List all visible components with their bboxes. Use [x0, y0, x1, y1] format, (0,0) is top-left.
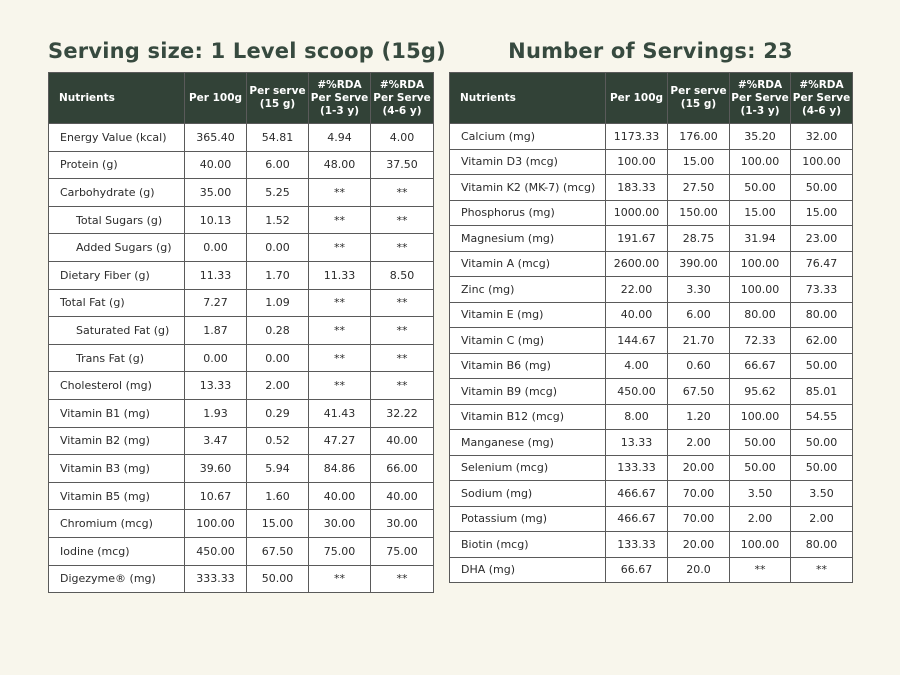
rda-4-6-cell: 4.00 — [371, 124, 434, 152]
per-100g-cell: 11.33 — [185, 261, 247, 289]
per-serve-cell: 20.0 — [668, 557, 730, 583]
rda-4-6-cell: 40.00 — [371, 427, 434, 455]
per-100g-cell: 7.27 — [185, 289, 247, 317]
per-serve-cell: 27.50 — [668, 175, 730, 201]
per-serve-cell: 3.30 — [668, 277, 730, 303]
nutrient-name-cell: Protein (g) — [49, 151, 185, 179]
table-row — [450, 328, 853, 354]
table-row — [450, 404, 853, 430]
table-row — [450, 532, 853, 558]
per-serve-cell: 1.20 — [668, 404, 730, 430]
per-100g-cell: 66.67 — [606, 557, 668, 583]
nutrient-name-cell: Energy Value (kcal) — [49, 124, 185, 152]
table-row — [49, 179, 434, 207]
rda-1-3-cell: 80.00 — [730, 302, 791, 328]
table-header-row — [450, 73, 853, 124]
per-serve-cell: 0.60 — [668, 353, 730, 379]
header-per-100g: Per 100g — [606, 73, 668, 124]
per-serve-cell: 176.00 — [668, 124, 730, 150]
servings-count-title: Number of Servings: 23 — [508, 39, 793, 63]
nutrient-name-cell: Chromium (mcg) — [49, 510, 185, 538]
table-row — [450, 200, 853, 226]
per-100g-cell: 10.67 — [185, 482, 247, 510]
rda-1-3-cell: 41.43 — [309, 399, 371, 427]
per-serve-cell: 1.09 — [247, 289, 309, 317]
rda-1-3-cell: 50.00 — [730, 175, 791, 201]
rda-4-6-cell: ** — [371, 317, 434, 345]
rda-1-3-cell: 100.00 — [730, 277, 791, 303]
per-serve-cell: 1.52 — [247, 206, 309, 234]
right-nutrition-panel — [449, 36, 852, 583]
table-row — [450, 149, 853, 175]
table-row — [450, 430, 853, 456]
rda-1-3-cell: ** — [309, 317, 371, 345]
rda-1-3-cell: 50.00 — [730, 430, 791, 456]
per-serve-cell: 1.60 — [247, 482, 309, 510]
nutrient-name-cell: Zinc (mg) — [450, 277, 606, 303]
table-body-right — [450, 124, 853, 583]
table-row — [450, 175, 853, 201]
table-row — [450, 124, 853, 150]
per-serve-cell: 0.00 — [247, 344, 309, 372]
nutrient-name-cell: Vitamin D3 (mcg) — [450, 149, 606, 175]
rda-1-3-cell: ** — [309, 565, 371, 593]
rda-4-6-cell: 100.00 — [791, 149, 853, 175]
table-row — [49, 124, 434, 152]
rda-4-6-cell: ** — [371, 344, 434, 372]
rda-1-3-cell: 3.50 — [730, 481, 791, 507]
nutrient-name-cell: Manganese (mg) — [450, 430, 606, 456]
per-100g-cell: 2600.00 — [606, 251, 668, 277]
rda-4-6-cell: 66.00 — [371, 455, 434, 483]
header-rda-4-6: #%RDA Per Serve (4-6 y) — [791, 73, 853, 124]
nutrient-name-cell: Cholesterol (mg) — [49, 372, 185, 400]
per-100g-cell: 1000.00 — [606, 200, 668, 226]
table-row — [450, 557, 853, 583]
rda-1-3-cell: ** — [309, 289, 371, 317]
rda-4-6-cell: 85.01 — [791, 379, 853, 405]
table-row — [49, 151, 434, 179]
per-100g-cell: 450.00 — [185, 537, 247, 565]
rda-1-3-cell: ** — [309, 344, 371, 372]
rda-4-6-cell: 54.55 — [791, 404, 853, 430]
rda-1-3-cell: 84.86 — [309, 455, 371, 483]
rda-4-6-cell: 50.00 — [791, 430, 853, 456]
per-100g-cell: 40.00 — [185, 151, 247, 179]
table-row — [49, 537, 434, 565]
nutrient-name-cell: Vitamin B9 (mcg) — [450, 379, 606, 405]
rda-1-3-cell: 66.67 — [730, 353, 791, 379]
rda-1-3-cell: ** — [309, 372, 371, 400]
per-100g-cell: 0.00 — [185, 234, 247, 262]
per-100g-cell: 191.67 — [606, 226, 668, 252]
nutrient-name-cell: Vitamin A (mcg) — [450, 251, 606, 277]
per-serve-cell: 70.00 — [668, 506, 730, 532]
per-serve-cell: 50.00 — [247, 565, 309, 593]
per-serve-cell: 15.00 — [247, 510, 309, 538]
header-per-serve: Per serve (15 g) — [247, 73, 309, 124]
per-100g-cell: 0.00 — [185, 344, 247, 372]
nutrient-name-cell: Vitamin E (mg) — [450, 302, 606, 328]
per-100g-cell: 35.00 — [185, 179, 247, 207]
table-row — [450, 353, 853, 379]
table-row — [450, 251, 853, 277]
per-100g-cell: 133.33 — [606, 455, 668, 481]
nutrient-name-cell: Vitamin K2 (MK-7) (mcg) — [450, 175, 606, 201]
nutrition-table-left — [48, 72, 434, 593]
table-row — [450, 379, 853, 405]
rda-1-3-cell: 75.00 — [309, 537, 371, 565]
nutrient-name-cell: Total Fat (g) — [49, 289, 185, 317]
rda-1-3-cell: 11.33 — [309, 261, 371, 289]
rda-1-3-cell: 95.62 — [730, 379, 791, 405]
table-body-left — [49, 124, 434, 593]
per-100g-cell: 333.33 — [185, 565, 247, 593]
rda-4-6-cell: ** — [371, 206, 434, 234]
per-serve-cell: 0.28 — [247, 317, 309, 345]
per-serve-cell: 1.70 — [247, 261, 309, 289]
rda-1-3-cell: 72.33 — [730, 328, 791, 354]
table-row — [49, 234, 434, 262]
nutrient-name-cell: Vitamin B12 (mcg) — [450, 404, 606, 430]
per-100g-cell: 4.00 — [606, 353, 668, 379]
rda-1-3-cell: 100.00 — [730, 149, 791, 175]
per-100g-cell: 183.33 — [606, 175, 668, 201]
nutrient-name-cell: Added Sugars (g) — [49, 234, 185, 262]
nutrient-name-cell: Vitamin B3 (mg) — [49, 455, 185, 483]
header-rda-1-3: #%RDA Per Serve (1-3 y) — [730, 73, 791, 124]
rda-4-6-cell: 8.50 — [371, 261, 434, 289]
nutrient-name-cell: Vitamin B1 (mg) — [49, 399, 185, 427]
rda-4-6-cell: ** — [791, 557, 853, 583]
table-header-row — [49, 73, 434, 124]
header-nutrients: Nutrients — [49, 73, 185, 124]
nutrient-name-cell: Iodine (mcg) — [49, 537, 185, 565]
rda-4-6-cell: 73.33 — [791, 277, 853, 303]
nutrient-name-cell: Potassium (mg) — [450, 506, 606, 532]
per-serve-cell: 5.94 — [247, 455, 309, 483]
per-100g-cell: 450.00 — [606, 379, 668, 405]
rda-4-6-cell: 50.00 — [791, 455, 853, 481]
nutrition-table-right — [449, 72, 853, 583]
per-serve-cell: 67.50 — [247, 537, 309, 565]
rda-1-3-cell: 30.00 — [309, 510, 371, 538]
rda-1-3-cell: 4.94 — [309, 124, 371, 152]
table-row — [49, 482, 434, 510]
nutrient-name-cell: Digezyme® (mg) — [49, 565, 185, 593]
table-row — [450, 302, 853, 328]
rda-4-6-cell: 50.00 — [791, 353, 853, 379]
per-100g-cell: 8.00 — [606, 404, 668, 430]
per-100g-cell: 133.33 — [606, 532, 668, 558]
table-row — [49, 455, 434, 483]
rda-1-3-cell: ** — [309, 206, 371, 234]
per-serve-cell: 390.00 — [668, 251, 730, 277]
table-row — [49, 289, 434, 317]
per-100g-cell: 40.00 — [606, 302, 668, 328]
rda-1-3-cell: 15.00 — [730, 200, 791, 226]
header-rda-1-3: #%RDA Per Serve (1-3 y) — [309, 73, 371, 124]
per-serve-cell: 0.52 — [247, 427, 309, 455]
rda-4-6-cell: 2.00 — [791, 506, 853, 532]
rda-4-6-cell: 37.50 — [371, 151, 434, 179]
rda-1-3-cell: 40.00 — [309, 482, 371, 510]
per-100g-cell: 144.67 — [606, 328, 668, 354]
table-row — [450, 506, 853, 532]
per-100g-cell: 365.40 — [185, 124, 247, 152]
rda-1-3-cell: 47.27 — [309, 427, 371, 455]
rda-4-6-cell: 80.00 — [791, 532, 853, 558]
rda-4-6-cell: ** — [371, 372, 434, 400]
rda-4-6-cell: 40.00 — [371, 482, 434, 510]
left-nutrition-panel — [48, 36, 446, 593]
rda-4-6-cell: ** — [371, 179, 434, 207]
per-serve-cell: 67.50 — [668, 379, 730, 405]
table-row — [49, 427, 434, 455]
per-100g-cell: 1.93 — [185, 399, 247, 427]
rda-1-3-cell: 48.00 — [309, 151, 371, 179]
rda-4-6-cell: 62.00 — [791, 328, 853, 354]
per-100g-cell: 13.33 — [185, 372, 247, 400]
table-row — [450, 481, 853, 507]
rda-1-3-cell: 2.00 — [730, 506, 791, 532]
rda-4-6-cell: 3.50 — [791, 481, 853, 507]
rda-4-6-cell: ** — [371, 289, 434, 317]
per-100g-cell: 3.47 — [185, 427, 247, 455]
per-serve-cell: 28.75 — [668, 226, 730, 252]
table-row — [49, 206, 434, 234]
rda-1-3-cell: 50.00 — [730, 455, 791, 481]
per-serve-cell: 150.00 — [668, 200, 730, 226]
table-row — [49, 372, 434, 400]
rda-1-3-cell: 100.00 — [730, 251, 791, 277]
table-row — [49, 317, 434, 345]
rda-1-3-cell: 100.00 — [730, 404, 791, 430]
rda-1-3-cell: ** — [309, 179, 371, 207]
rda-1-3-cell: 35.20 — [730, 124, 791, 150]
header-nutrients: Nutrients — [450, 73, 606, 124]
per-100g-cell: 10.13 — [185, 206, 247, 234]
nutrient-name-cell: Saturated Fat (g) — [49, 317, 185, 345]
table-row — [49, 261, 434, 289]
table-row — [49, 344, 434, 372]
per-100g-cell: 466.67 — [606, 506, 668, 532]
per-serve-cell: 70.00 — [668, 481, 730, 507]
nutrient-name-cell: Total Sugars (g) — [49, 206, 185, 234]
per-100g-cell: 100.00 — [606, 149, 668, 175]
per-serve-cell: 6.00 — [668, 302, 730, 328]
per-serve-cell: 0.29 — [247, 399, 309, 427]
per-serve-cell: 21.70 — [668, 328, 730, 354]
nutrient-name-cell: Calcium (mg) — [450, 124, 606, 150]
rda-4-6-cell: 50.00 — [791, 175, 853, 201]
rda-4-6-cell: 75.00 — [371, 537, 434, 565]
header-per-serve: Per serve (15 g) — [668, 73, 730, 124]
table-row — [49, 565, 434, 593]
rda-1-3-cell: ** — [730, 557, 791, 583]
rda-4-6-cell: 32.00 — [791, 124, 853, 150]
nutrient-name-cell: Selenium (mcg) — [450, 455, 606, 481]
nutrient-name-cell: Biotin (mcg) — [450, 532, 606, 558]
rda-4-6-cell: 23.00 — [791, 226, 853, 252]
nutrient-name-cell: Trans Fat (g) — [49, 344, 185, 372]
per-serve-cell: 2.00 — [668, 430, 730, 456]
table-row — [450, 455, 853, 481]
per-100g-cell: 39.60 — [185, 455, 247, 483]
header-per-100g: Per 100g — [185, 73, 247, 124]
nutrient-name-cell: Vitamin B6 (mg) — [450, 353, 606, 379]
nutrient-name-cell: Vitamin B5 (mg) — [49, 482, 185, 510]
nutrient-name-cell: Sodium (mg) — [450, 481, 606, 507]
per-100g-cell: 100.00 — [185, 510, 247, 538]
per-serve-cell: 15.00 — [668, 149, 730, 175]
nutrient-name-cell: Magnesium (mg) — [450, 226, 606, 252]
rda-4-6-cell: 80.00 — [791, 302, 853, 328]
per-serve-cell: 2.00 — [247, 372, 309, 400]
rda-4-6-cell: 15.00 — [791, 200, 853, 226]
rda-4-6-cell: ** — [371, 565, 434, 593]
rda-1-3-cell: 31.94 — [730, 226, 791, 252]
nutrient-name-cell: Phosphorus (mg) — [450, 200, 606, 226]
per-100g-cell: 1.87 — [185, 317, 247, 345]
per-serve-cell: 5.25 — [247, 179, 309, 207]
nutrient-name-cell: Vitamin C (mg) — [450, 328, 606, 354]
per-100g-cell: 466.67 — [606, 481, 668, 507]
per-100g-cell: 1173.33 — [606, 124, 668, 150]
per-serve-cell: 6.00 — [247, 151, 309, 179]
header-rda-4-6: #%RDA Per Serve (4-6 y) — [371, 73, 434, 124]
rda-4-6-cell: 32.22 — [371, 399, 434, 427]
rda-4-6-cell: 76.47 — [791, 251, 853, 277]
per-100g-cell: 22.00 — [606, 277, 668, 303]
table-row — [450, 277, 853, 303]
table-row — [450, 226, 853, 252]
nutrient-name-cell: DHA (mg) — [450, 557, 606, 583]
per-100g-cell: 13.33 — [606, 430, 668, 456]
per-serve-cell: 20.00 — [668, 532, 730, 558]
table-row — [49, 510, 434, 538]
rda-4-6-cell: 30.00 — [371, 510, 434, 538]
serving-size-title: Serving size: 1 Level scoop (15g) — [48, 39, 446, 63]
nutrient-name-cell: Dietary Fiber (g) — [49, 261, 185, 289]
nutrient-name-cell: Carbohydrate (g) — [49, 179, 185, 207]
per-serve-cell: 0.00 — [247, 234, 309, 262]
table-row — [49, 399, 434, 427]
rda-1-3-cell: 100.00 — [730, 532, 791, 558]
rda-4-6-cell: ** — [371, 234, 434, 262]
nutrient-name-cell: Vitamin B2 (mg) — [49, 427, 185, 455]
per-serve-cell: 20.00 — [668, 455, 730, 481]
rda-1-3-cell: ** — [309, 234, 371, 262]
per-serve-cell: 54.81 — [247, 124, 309, 152]
